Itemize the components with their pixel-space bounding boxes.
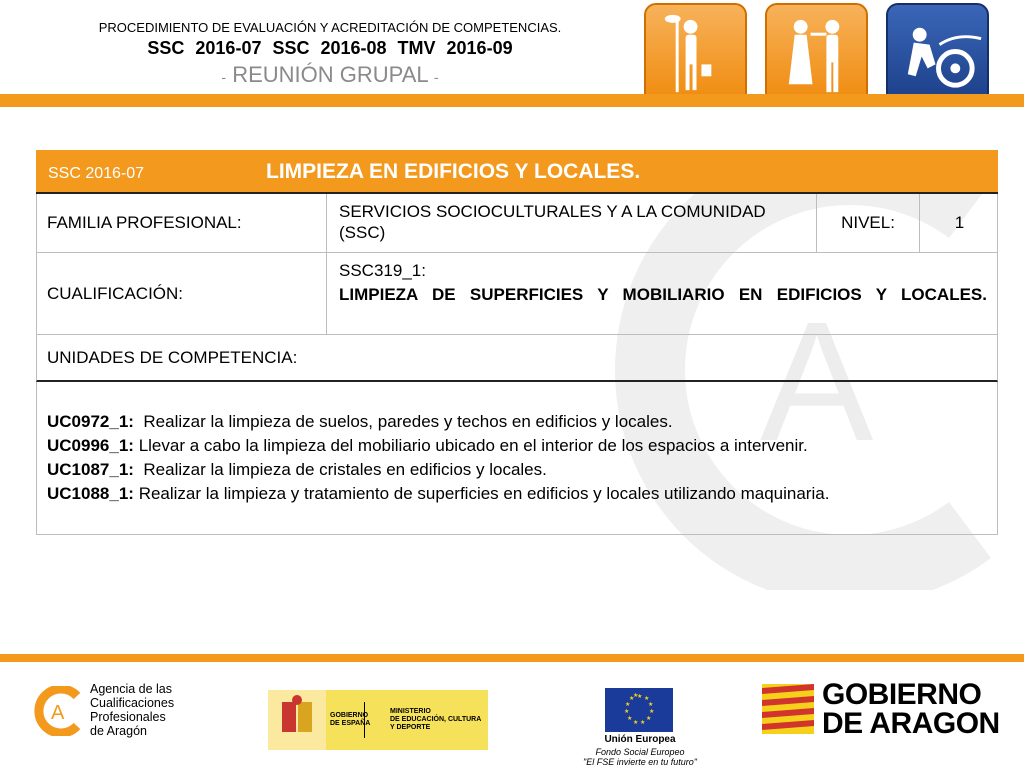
familia-label: FAMILIA PROFESIONAL: [37,194,327,252]
cleaning-worker-icon [644,3,747,106]
cualificacion-value [327,253,999,334]
nivel-value: 1 [954,213,965,232]
ministerio-text: MINISTERIO DE EDUCACIÓN, CULTURA Y DEPORTE [390,708,482,731]
gobierno-aragon-text: GOBIERNO DE ARAGON [822,678,1000,740]
header-procedure-title: PROCEDIMIENTO DE EVALUACIÓN Y ACREDITACIÓN DE COMPETENCIAS. [98,20,562,35]
table-row-familia [36,194,998,253]
header-orange-band [0,94,1024,107]
svg-text:★: ★ [649,708,655,715]
svg-text:★: ★ [624,708,630,715]
gobierno-espana-text: GOBIERNO DE ESPAÑA [330,712,371,727]
nivel-label: NIVEL: [817,194,920,252]
header-meeting-title [70,62,590,88]
qualification-title: LIMPIEZA EN EDIFICIOS Y LOCALES. [266,160,641,183]
svg-text:★: ★ [629,695,635,702]
unit-item: UC0972_1: Realizar la limpieza de suelos, paredes y techos en edificios y locales. [47,412,673,431]
familia-value: SERVICIOS SOCIOCULTURALES Y A LA COMUNIDAD (SSC) [327,194,817,252]
acpa-logo-icon [34,686,84,736]
eu-label: Unión Europea [604,734,676,745]
cualificacion-label: CUALIFICACIÓN: [37,253,327,334]
table-row-unidades [36,335,998,382]
unit-item: UC1087_1: Realizar la limpieza de cristales en edificios y locales. [47,460,547,479]
qualification-code: SSC 2016-07 [48,165,145,182]
unit-item: UC1088_1: Realizar la limpieza y tratamiento de superficies en edificios y locales utilizando maquinaria. [47,484,830,503]
mechanic-icon [886,3,989,106]
table-row-units-list [36,382,998,535]
svg-text:★: ★ [637,693,643,700]
svg-text:★: ★ [633,719,639,726]
unidades-label: UNIDADES DE COMPETENCIA: [47,347,298,367]
svg-text:★: ★ [640,719,646,726]
eu-fund-label: Fondo Social Europeo [595,747,685,757]
acpa-name: Agencia de las Cualificaciones Profesionales de Aragón [90,682,175,738]
svg-text:★: ★ [625,701,631,708]
qualification-table [36,150,998,535]
svg-text:★: ★ [633,692,639,699]
table-title-row [36,150,998,194]
cualificacion-name: LIMPIEZA DE SUPERFICIES Y MOBILIARIO EN EDIFICIOS Y LOCALES. [339,285,987,304]
care-workers-icon [765,3,868,106]
svg-text:★: ★ [646,715,652,722]
units-list [37,382,999,534]
svg-text:A: A [51,702,65,724]
header-dash-end: - [433,69,439,85]
svg-text:★: ★ [627,715,633,722]
header-dash-start: - [221,69,227,85]
unit-item: UC0996_1: Llevar a cabo la limpieza del mobiliario ubicado en el interior de los espacios a intervenir. [47,436,808,455]
header-meeting-label: REUNIÓN GRUPAL [232,62,428,87]
cualificacion-code: SSC319_1: [339,261,426,280]
gobierno-espana-logo [268,690,488,750]
header-codes: SSC 2016-07 SSC 2016-08 TMV 2016-09 [147,38,513,58]
eu-slogan: "El FSE invierte en tu futuro" [583,757,697,767]
aragon-flag-icon [762,684,814,734]
table-row-cualificacion [36,253,998,335]
footer-orange-band [0,654,1024,662]
svg-text:A: A [760,287,874,477]
svg-text:★: ★ [644,695,650,702]
svg-text:★: ★ [648,701,654,708]
eu-flag-icon [605,688,673,732]
